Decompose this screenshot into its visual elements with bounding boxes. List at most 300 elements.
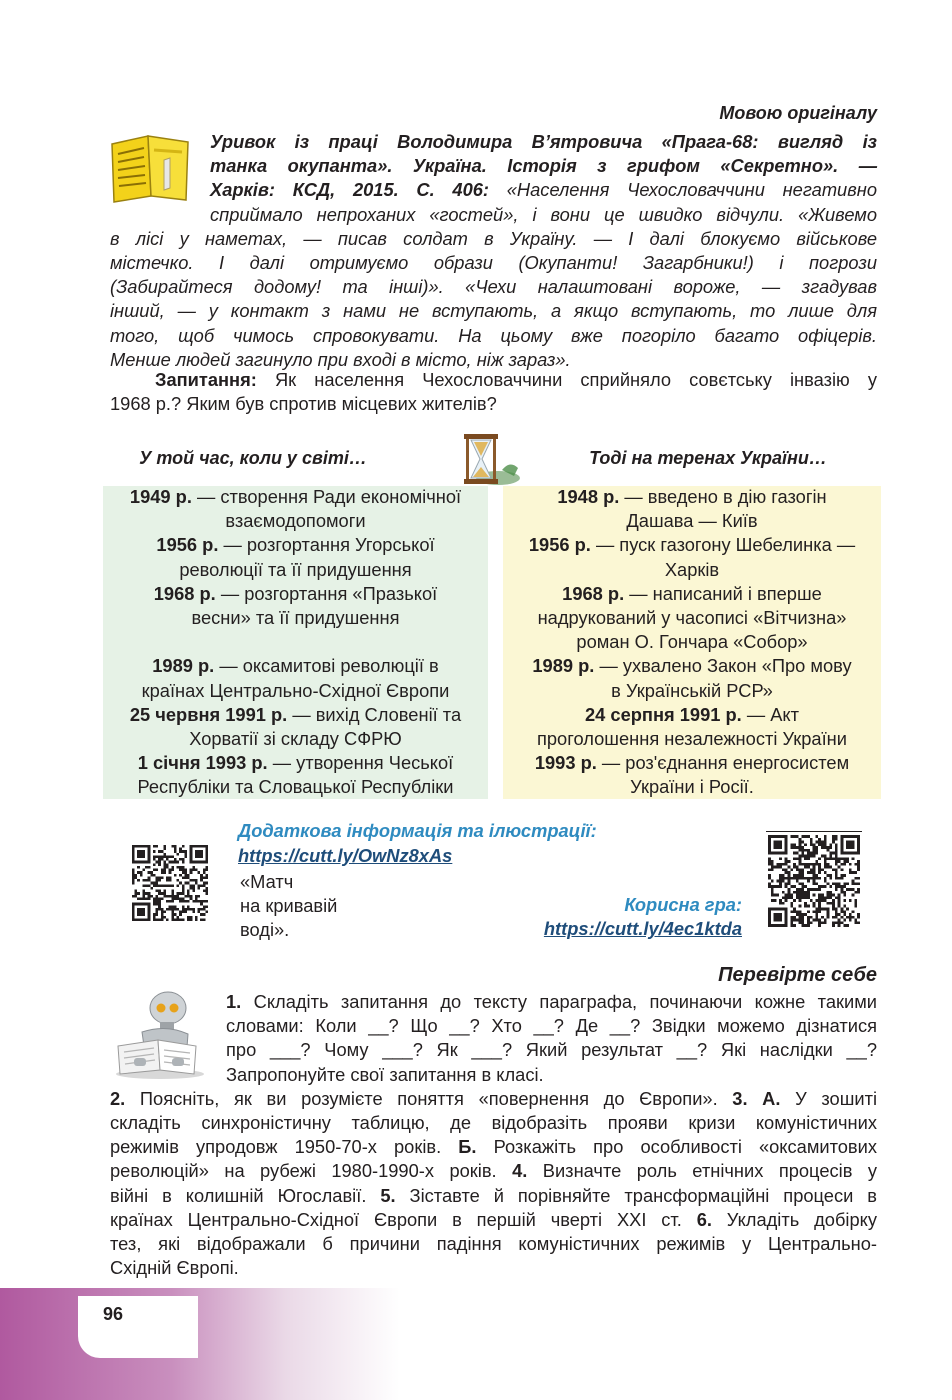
qr-module (785, 882, 788, 885)
text-run: в лісі у наметах, — писав солдат в Україну. — І далі блокуємо військове (110, 227, 877, 249)
qr-module (799, 905, 802, 908)
qr-module (156, 918, 159, 921)
text-run: Складіть запитання до тексту параграфа, починаючи кожне такими (241, 991, 877, 1012)
qr-module (171, 916, 174, 919)
qr-module (198, 895, 201, 898)
qr-module (171, 905, 174, 908)
task-line (110, 1159, 877, 1183)
qr-module (153, 845, 156, 848)
qr-module (161, 884, 164, 887)
qr-module (835, 838, 838, 841)
qr-module (785, 871, 788, 874)
qr-module (158, 918, 161, 921)
qr-module (815, 913, 818, 916)
qr-module (169, 855, 172, 858)
qr-module (801, 877, 804, 880)
qr-module (158, 892, 161, 895)
event-line (503, 485, 881, 509)
qr-module (142, 884, 145, 887)
qr-module (827, 894, 830, 897)
qr-module (810, 868, 813, 871)
qr-module (804, 877, 807, 880)
qr-module (818, 919, 821, 922)
qr-module (821, 841, 824, 844)
text-run: — ухвалено Закон «Про мову (594, 655, 852, 677)
qr-module (818, 899, 821, 902)
qr-module (145, 884, 148, 887)
qr-module (821, 899, 824, 902)
qr-module (158, 861, 161, 864)
qr-module (177, 892, 180, 895)
qr-module (137, 866, 140, 869)
qr-module (810, 921, 813, 924)
qr-module (801, 894, 804, 897)
qr-module (179, 900, 182, 903)
qr-module (182, 850, 185, 853)
qr-module (182, 905, 185, 908)
task-line (110, 1184, 877, 1208)
qr-module (801, 868, 804, 871)
qr-module (840, 907, 843, 910)
qr-module (832, 916, 835, 919)
qr-module (192, 869, 195, 872)
text-run: словами: Коли __? Що __? Хто __? Де __? Звідки можемо дізнатися (226, 1015, 877, 1037)
qr-module (815, 852, 818, 855)
qr-module (779, 880, 782, 883)
qr-module (829, 852, 832, 855)
qr-module (174, 918, 177, 921)
event-line (503, 703, 881, 727)
bold-text: 6. (696, 1208, 712, 1230)
qr-module (804, 857, 807, 860)
qr-module (804, 843, 807, 846)
qr-module (179, 918, 182, 921)
qr-module (205, 887, 208, 890)
qr-module (843, 863, 846, 866)
text-run: містечко. І далі отримуємо образи (Окупанти! Загарбники!) і погрози (110, 251, 877, 273)
qr-module (192, 908, 195, 911)
qr-module (835, 874, 838, 877)
useful-game-label: Корисна гра: (624, 894, 742, 915)
qr-module (187, 890, 190, 893)
qr-module (793, 924, 796, 927)
text-run: Східній Європі. (110, 1257, 239, 1279)
qr-module (158, 876, 161, 879)
qr-module (804, 894, 807, 897)
qr-module (815, 916, 818, 919)
qr-module (790, 919, 793, 922)
qr-module (790, 835, 793, 838)
qr-module (158, 850, 161, 853)
qr-module (799, 894, 802, 897)
qr-module (179, 850, 182, 853)
qr-module (796, 894, 799, 897)
qr-module (793, 857, 796, 860)
qr-module (813, 855, 816, 858)
qr-module (793, 899, 796, 902)
qr-module (203, 869, 206, 872)
qr-module (163, 911, 166, 914)
qr-module (179, 874, 182, 877)
qr-module (835, 855, 838, 858)
bold-text: 1968 р. (153, 582, 216, 604)
qr-module (790, 916, 793, 919)
qr-module (821, 907, 824, 910)
bold-text: 24 серпня 1991 р. (585, 703, 742, 725)
qr-module (195, 850, 203, 858)
qr-module (169, 905, 172, 908)
qr-module (852, 857, 855, 860)
qr-module (813, 871, 816, 874)
qr-module (187, 874, 190, 877)
task-line (226, 1038, 877, 1062)
qr-module (857, 877, 860, 880)
event-line (503, 533, 881, 557)
qr-module (852, 882, 855, 885)
qr-module (203, 876, 206, 879)
qr-module (838, 882, 841, 885)
qr-module (799, 843, 802, 846)
qr-module (785, 894, 788, 897)
event-line (103, 703, 488, 727)
qr-module (142, 892, 145, 895)
qr-module (799, 860, 802, 863)
text-run: — роз'єднання енергосистем (596, 752, 850, 774)
bold-text: Уривок із праці Володимира В’ятровича «Прага-68: вигляд із (210, 131, 877, 152)
qr-module (140, 897, 143, 900)
qr-module (771, 880, 774, 883)
qr-module (832, 899, 835, 902)
qr-module (801, 919, 804, 922)
qr-module (857, 863, 860, 866)
text-run: Харків (664, 558, 720, 580)
qr-module (835, 888, 838, 891)
qr-module (174, 874, 177, 877)
quote-line (210, 178, 877, 202)
qr-module (799, 877, 802, 880)
qr-module (829, 885, 832, 888)
event-line (503, 654, 881, 678)
qr-module (205, 882, 208, 885)
text-run: весни» та її придушення (191, 606, 400, 628)
qr-module (195, 869, 198, 872)
qr-module (843, 905, 846, 908)
qr-module (205, 892, 208, 895)
qr-module (203, 871, 206, 874)
ukraine-events-panel (503, 486, 881, 799)
qr-module (852, 916, 855, 919)
qr-module (807, 877, 810, 880)
qr-module (182, 871, 185, 874)
qr-module (840, 863, 843, 866)
qr-module (835, 885, 838, 888)
qr-module (813, 843, 816, 846)
qr-module (854, 882, 857, 885)
qr-module (813, 846, 816, 849)
qr-module (818, 841, 821, 844)
text-run: — розгортання Угорської (218, 534, 435, 556)
qr-module (801, 849, 804, 852)
qr-module (815, 919, 818, 922)
qr-module (827, 916, 830, 919)
qr-module (857, 860, 860, 863)
qr-module (843, 919, 846, 922)
qr-module (782, 902, 785, 905)
qr-module (768, 868, 771, 871)
qr-module (779, 874, 782, 877)
qr-module (790, 843, 793, 846)
text-run: У зошиті (780, 1087, 878, 1109)
event-line (103, 751, 488, 775)
additional-info-link[interactable]: https://cutt.ly/OwNz8xAs (238, 845, 453, 866)
qr-module (849, 913, 852, 916)
bold-text: 1989 р. (152, 655, 215, 677)
qr-module (813, 882, 816, 885)
qr-module (161, 918, 164, 921)
qr-module (187, 882, 190, 885)
qr-module (140, 874, 143, 877)
qr-module (801, 916, 804, 919)
qr-module (854, 871, 857, 874)
bold-text: 1989 р. (532, 655, 595, 677)
qr-module (835, 871, 838, 874)
qr-module (796, 874, 799, 877)
qr-module (824, 899, 827, 902)
quote-line (110, 251, 877, 275)
qr-module (824, 835, 827, 838)
text-run: сприймало непроханих «гостей», і вони це швидко відчули. «Живемо (210, 203, 877, 225)
qr-module (166, 884, 169, 887)
qr-module (793, 843, 796, 846)
qr-module (813, 874, 816, 877)
qr-module (799, 919, 802, 922)
text-run: Розкажіть про особливості «оксамитових (476, 1136, 877, 1158)
qr-module (163, 890, 166, 893)
qr-module (132, 895, 135, 898)
text-run: Запропонуйте свої запитання в класі. (226, 1063, 544, 1085)
qr-module (788, 888, 791, 891)
qr-module (182, 876, 185, 879)
qr-module (137, 897, 140, 900)
qr-module (824, 907, 827, 910)
qr-module (793, 852, 796, 855)
qr-module (801, 924, 804, 927)
qr-module (804, 855, 807, 858)
qr-module (153, 884, 156, 887)
qr-module (174, 895, 177, 898)
qr-module (779, 885, 782, 888)
qr-module (840, 885, 843, 888)
qr-module (163, 848, 166, 851)
qr-module (200, 918, 203, 921)
qr-module (782, 896, 785, 899)
qr-module (801, 835, 804, 838)
qr-module (790, 910, 793, 913)
qr-module (169, 871, 172, 874)
qr-module (818, 843, 821, 846)
qr-module (142, 895, 145, 898)
qr-module (192, 884, 195, 887)
qr-module (790, 924, 793, 927)
bold-text: 1 січня 1993 р. (137, 752, 268, 774)
qr-module (771, 891, 774, 894)
qr-module (192, 911, 195, 914)
event-line (103, 654, 488, 678)
qr-module (829, 902, 832, 905)
qr-module (857, 868, 860, 871)
bold-text: 1. (226, 991, 242, 1012)
qr-module (807, 919, 810, 922)
qr-module (835, 835, 838, 838)
qr-module (161, 908, 164, 911)
question-text-line-1: Як населення Чехословаччини сприйняло совєтську інвазію у (256, 369, 877, 390)
qr-module (804, 924, 807, 927)
qr-module (796, 846, 799, 849)
qr-module (166, 866, 169, 869)
qr-module (832, 868, 835, 871)
qr-module (205, 905, 208, 908)
qr-module (187, 895, 190, 898)
qr-module (174, 850, 177, 853)
qr-module (793, 877, 796, 880)
qr-module (827, 907, 830, 910)
qr-module (205, 911, 208, 914)
qr-module (163, 869, 166, 872)
qr-module (807, 896, 810, 899)
qr-module (799, 888, 802, 891)
qr-module (788, 871, 791, 874)
qr-module (145, 892, 148, 895)
qr-module (771, 885, 774, 888)
qr-module (815, 888, 818, 891)
qr-module (824, 855, 827, 858)
useful-game-link[interactable]: https://cutt.ly/4ec1ktda (543, 918, 742, 939)
qr-module (182, 861, 185, 864)
qr-module (804, 913, 807, 916)
qr-module (807, 871, 810, 874)
qr-module (161, 855, 164, 858)
qr-module (838, 919, 841, 922)
text-run: революцій» на рубежі 1980-1990-х років. (110, 1160, 513, 1182)
qr-module (135, 895, 138, 898)
qr-module (843, 885, 846, 888)
quote-line (210, 130, 877, 154)
qr-module (799, 921, 802, 924)
question-label: Запитання: (155, 369, 257, 390)
qr-module (203, 900, 206, 903)
qr-module (807, 880, 810, 883)
qr-module (142, 869, 145, 872)
qr-module (158, 890, 161, 893)
qr-module (807, 891, 810, 894)
qr-module (821, 868, 824, 871)
text-run: — Акт (741, 703, 799, 725)
qr-module (824, 885, 827, 888)
qr-module (843, 910, 846, 913)
qr-module (829, 846, 832, 849)
qr-module (849, 888, 852, 891)
qr-module (824, 871, 827, 874)
qr-module (799, 863, 802, 866)
qr-code-video[interactable] (132, 845, 208, 921)
task-line (110, 1208, 877, 1232)
qr-module (182, 887, 185, 890)
qr-module (153, 900, 156, 903)
qr-module (835, 852, 838, 855)
qr-module (158, 897, 161, 900)
qr-module (838, 905, 841, 908)
qr-module (827, 866, 830, 869)
qr-module (156, 895, 159, 898)
qr-module (771, 868, 774, 871)
text-run: складіть синхроністичну таблицю, де відобразіть прояви кризи комуністичних (110, 1111, 877, 1133)
qr-module (184, 900, 187, 903)
qr-module (832, 902, 835, 905)
qr-module (150, 882, 153, 885)
qr-module (804, 835, 807, 838)
qr-module (785, 899, 788, 902)
qr-module (824, 857, 827, 860)
qr-code-game[interactable] (768, 835, 860, 927)
qr-module (790, 885, 793, 888)
qr-module (849, 916, 852, 919)
qr-module (169, 895, 172, 898)
qr-module (132, 874, 135, 877)
qr-module (203, 905, 206, 908)
qr-module (799, 846, 802, 849)
qr-module (827, 896, 830, 899)
qr-module (198, 900, 201, 903)
additional-info-title: Додаткова інформація та ілюстрації: (238, 820, 597, 841)
qr-module (140, 871, 143, 874)
bold-text: 1948 р. (557, 486, 620, 507)
qr-module (838, 899, 841, 902)
qr-module (153, 869, 156, 872)
qr-module (801, 885, 804, 888)
qr-module (793, 835, 796, 838)
qr-module (205, 876, 208, 879)
text-run: тез, які відображали б причини падіння комуністичних режимів у Центрально- (110, 1232, 877, 1254)
qr-module (807, 921, 810, 924)
qr-module (184, 882, 187, 885)
qr-module (799, 896, 802, 899)
qr-module (153, 858, 156, 861)
text-run: «Населення Чехословаччини негативно (489, 179, 877, 201)
qr-module (799, 916, 802, 919)
qr-module (807, 852, 810, 855)
event-line (103, 630, 488, 654)
qr-module (810, 916, 813, 919)
qr-module (813, 902, 816, 905)
qr-module (827, 891, 830, 894)
qr-module (818, 866, 821, 869)
qr-module (156, 845, 159, 848)
qr-module (171, 884, 174, 887)
qr-module (804, 863, 807, 866)
qr-module (169, 861, 172, 864)
qr-module (827, 910, 830, 913)
qr-module (835, 882, 838, 885)
qr-module (184, 871, 187, 874)
qr-module (827, 863, 830, 866)
qr-module (807, 849, 810, 852)
event-line (503, 775, 881, 799)
qr-module (163, 916, 166, 919)
qr-module (824, 860, 827, 863)
qr-module (153, 916, 156, 919)
qr-module (793, 874, 796, 877)
text-run: взаємодопомоги (225, 510, 366, 532)
